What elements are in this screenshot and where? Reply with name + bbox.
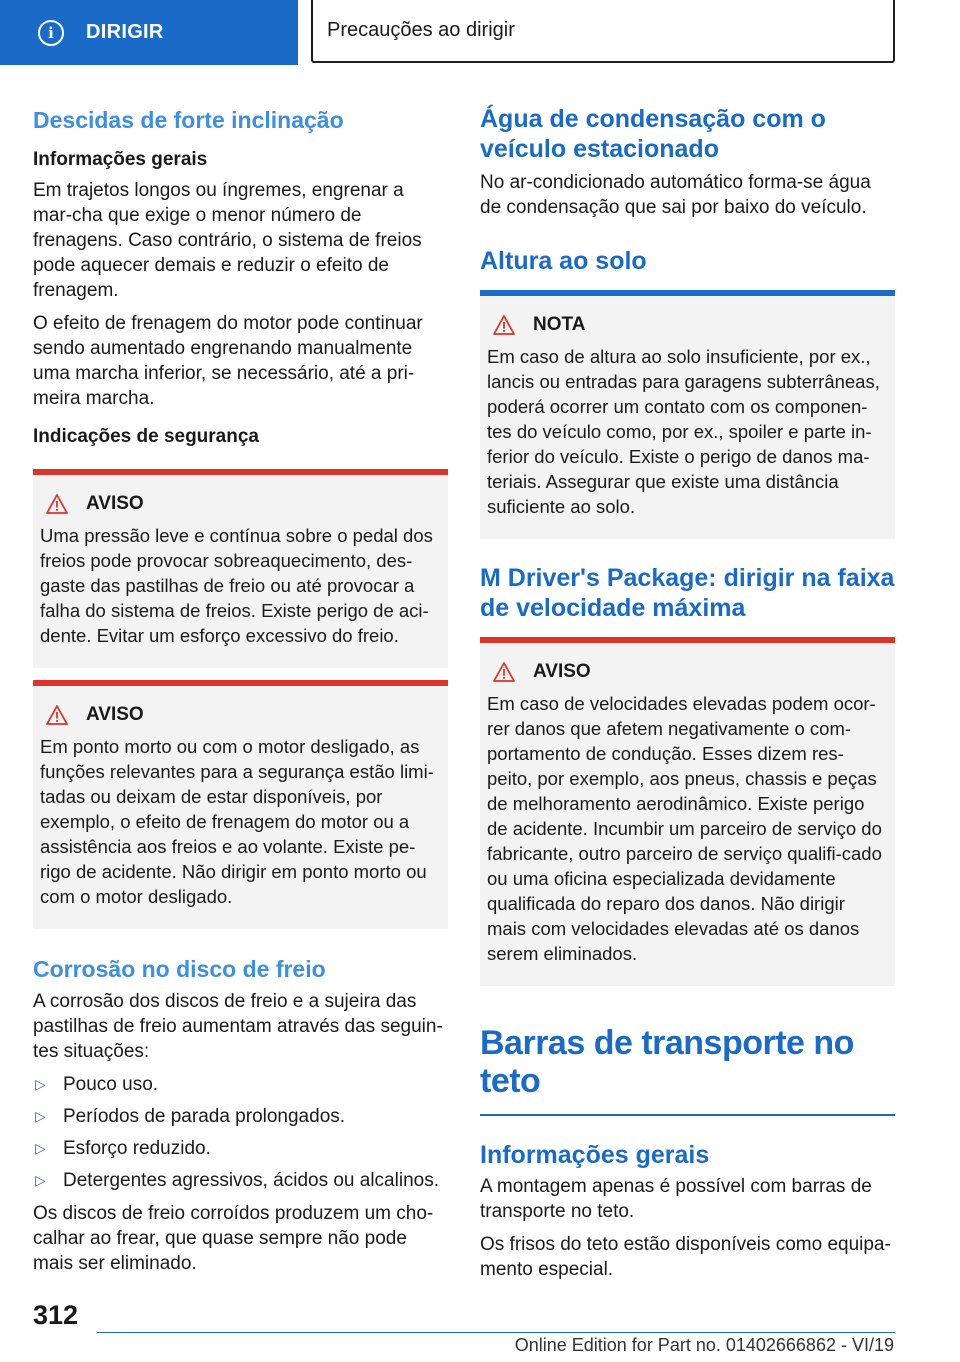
list-item: ▷ Períodos de parada prolongados.: [35, 1106, 346, 1127]
warning-text: Em ponto morto ou com o motor desligado, as funções relevantes para a segurança estão limi‐tadas ou deixam de estar disponíveis, por exemplo, o efeito de frenagem do motor ou a assistência aos freios e ao volante. Existe pe‐rigo de acidente. Não dirigir em ponto morto ou com o motor desligado.: [40, 736, 434, 907]
warning-triangle-icon: [493, 315, 515, 335]
edition-text: Online Edition for Part no. 01402666862 - VI/19: [514, 1335, 894, 1355]
warning-text: Em caso de velocidades elevadas podem ocor‐rer danos que afetem negativamente o com‐portamento de condução. Esses dizem res‐peito, por exemplo, aos pneus, chassis e peças de melhoramento aerodinâmico. Existe perigo de acidente. Incumbir um parceiro de serviço do fabricante, outro parceiro de serviço qualifi‐cado ou uma oficina especializada devidamente qualificada do reparo dos danos. Não dirigir mais com velocidades elevadas até os danos serem eliminados.: [487, 693, 882, 964]
heading-info-gerais: Informações gerais: [480, 1141, 710, 1169]
warning-text: Uma pressão leve e contínua sobre o pedal dos freios pode provocar sobreaquecimento, des‐gaste das pastilhas de freio ou até provocar a falha do sistema de freios. Existe perigo de aci‐dente. Evitar um esforço excessivo do freio.: [40, 525, 433, 646]
warning-title: AVISO: [86, 493, 144, 514]
triangle-bullet-icon: ▷: [35, 1076, 46, 1092]
heading-altura: Altura ao solo: [480, 247, 647, 275]
triangle-bullet-icon: ▷: [35, 1108, 46, 1124]
warning-box: [33, 469, 448, 668]
paragraph: Os frisos do teto estão disponíveis como equipa‐mento especial.: [480, 1234, 891, 1280]
paragraph: Os discos de freio corroídos produzem um cho‐calhar ao frear, que quase sempre não pode mais ser eliminado.: [33, 1203, 434, 1274]
note-text: Em caso de altura ao solo insuficiente, por ex., lancis ou entradas para garagens subterrâneas, poderá ocorrer um contato com os componen‐tes do veículo como, por ex., spoiler e parte in‐ferior do veículo. Existe o perigo de danos ma‐teriais. Assegurar que existe uma distância suficiente ao solo.: [487, 346, 880, 517]
warning-title: AVISO: [86, 704, 144, 725]
triangle-bullet-icon: ▷: [35, 1140, 46, 1156]
page-number: 312: [33, 1300, 79, 1330]
chapter-label: DIRIGIR: [86, 21, 164, 43]
triangle-bullet-icon: ▷: [35, 1172, 46, 1188]
footer-divider: [97, 1332, 895, 1333]
subheading-seguranca: Indicações de segurança: [33, 426, 259, 447]
right-column: [480, 100, 895, 1290]
warning-box: [480, 637, 895, 986]
chapter-tab: [0, 0, 298, 65]
note-box: [480, 290, 895, 539]
paragraph: Em trajetos longos ou íngremes, engrenar a mar‐cha que exige o menor número de frenagens. Caso contrário, o sistema de freios pode aquecer demais e reduzir o efeito de frenagem.: [33, 180, 422, 301]
heading-m-driver: M Driver's Package: dirigir na faixa de velocidade máxima: [480, 564, 895, 622]
heading-barras: Barras de transporte no teto: [480, 1024, 854, 1100]
section-divider: [480, 1114, 895, 1116]
warning-triangle-icon: [46, 494, 68, 514]
heading-agua: Água de condensação com o veículo estacionado: [480, 105, 826, 163]
left-column: [33, 100, 448, 1284]
paragraph: A montagem apenas é possível com barras de transporte no teto.: [480, 1176, 872, 1222]
page-title: [311, 0, 895, 63]
bullet-list: [33, 1072, 448, 1193]
list-item: ▷ Pouco uso.: [35, 1074, 159, 1095]
info-icon: i: [38, 20, 64, 46]
list-item: ▷ Detergentes agressivos, ácidos ou alcalinos.: [35, 1170, 439, 1191]
warning-triangle-icon: [46, 705, 68, 725]
subheading-info-gerais: Informações gerais: [33, 149, 208, 170]
warning-title: AVISO: [533, 661, 591, 682]
note-title: NOTA: [533, 314, 586, 335]
warning-box: [33, 680, 448, 929]
paragraph: A corrosão dos discos de freio e a sujeira das pastilhas de freio aumentam através das seguin‐tes situações:: [33, 991, 443, 1062]
paragraph: O efeito de frenagem do motor pode continuar sendo aumentado engrenando manualmente uma marcha inferior, se necessário, até a pri‐meira marcha.: [33, 313, 423, 409]
heading-descidas: Descidas de forte inclinação: [33, 107, 344, 133]
list-item: ▷ Esforço reduzido.: [35, 1138, 211, 1159]
heading-corrosao: Corrosão no disco de freio: [33, 956, 326, 982]
page-title-text: Precauções ao dirigir: [327, 19, 515, 41]
warning-triangle-icon: [493, 662, 515, 682]
paragraph: No ar-condicionado automático forma-se água de condensação que sai por baixo do veículo.: [480, 172, 871, 218]
